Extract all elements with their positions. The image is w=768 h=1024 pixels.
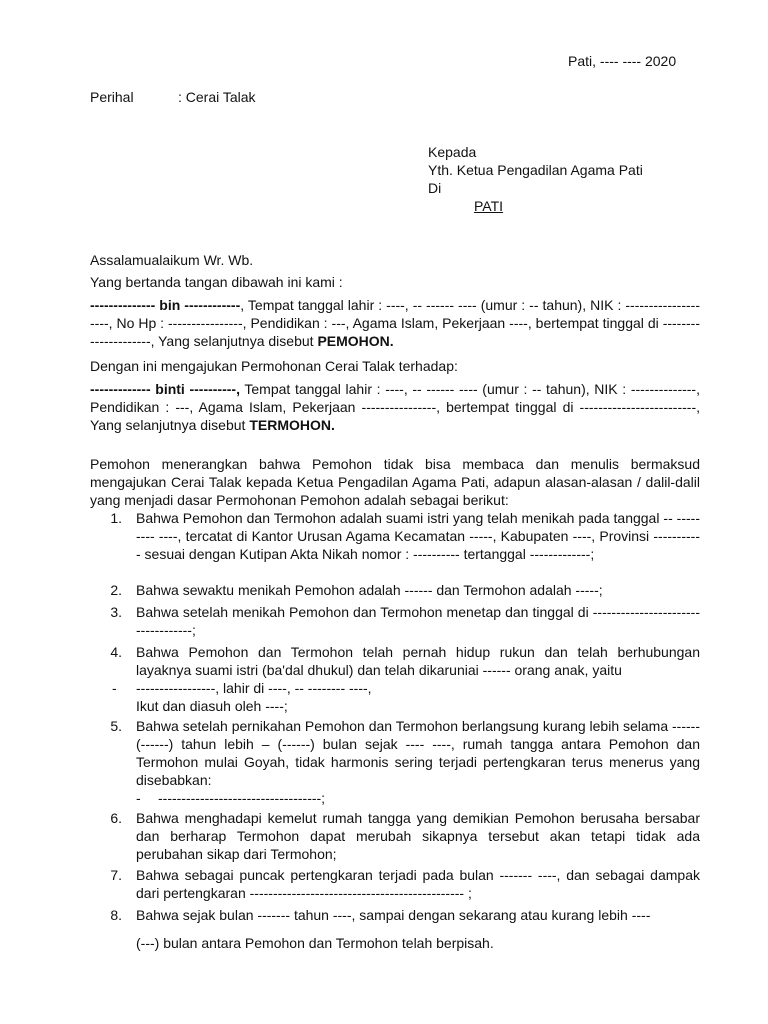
recipient-name: Yth. Ketua Pengadilan Agama Pati	[428, 162, 643, 178]
letter-date: Pati, ---- ---- 2020	[568, 53, 677, 69]
reason-7-number: 7.	[110, 867, 122, 883]
against-line: Dengan ini mengajukan Permohonan Cerai Talak terhadap:	[90, 358, 458, 374]
subject-label: Perihal	[90, 89, 134, 105]
recipient-di: Di	[428, 180, 442, 196]
reason-4-text: Bahwa Pemohon dan Termohon telah pernah hidup rukun dan telah berhubungan layaknya suami istri (ba'dal dhukul) dan telah dikaruniai ------ orang anak, yaitu	[136, 644, 700, 678]
reason-3-text: Bahwa setelah menikah Pemohon dan Termohon menetap dan tinggal di -----------------------------------;	[136, 604, 700, 638]
reason-8-number: 8.	[110, 907, 122, 923]
child-custody-line: Ikut dan diasuh oleh ----;	[136, 698, 288, 714]
termohon-role: TERMOHON.	[249, 417, 335, 433]
pemohon-paragraph	[90, 296, 700, 350]
recipient-city: PATI	[474, 198, 504, 214]
reason-8-text: Bahwa sejak bulan ------- tahun ----, sampai dengan sekarang atau kurang lebih ----	[136, 907, 651, 923]
recipient-kepada: Kepada	[428, 144, 477, 160]
pemohon-name: -------------- bin ------------	[90, 297, 241, 313]
termohon-paragraph	[90, 380, 700, 434]
intro-line: Yang bertanda tangan dibawah ini kami :	[90, 274, 343, 290]
reason-1-number: 1.	[110, 510, 122, 526]
greeting: Assalamualaikum Wr. Wb.	[90, 252, 254, 268]
reason-4-number: 4.	[110, 644, 122, 660]
reason-5-text: Bahwa setelah pernikahan Pemohon dan Termohon berlangsung kurang lebih selama ------ (------) tahun lebih – (------) bulan sejak ---- ----, rumah tangga antara Pemohon dan Termohon mulai Goyah, tidak harmonis sering terjadi pertengkaran terus menerus yang disebabkan:	[136, 718, 700, 788]
reason-6-text: Bahwa menghadapi kemelut rumah tangga yang demikian Pemohon berusaha bersabar dan berharap Termohon dapat merubah sikapnya tersebut akan tetapi tidak ada perubahan sikap dari Termohon;	[136, 810, 700, 862]
termohon-details: Tempat tanggal lahir : ----, -- ------ ---- (umur : -- tahun), NIK : --------------, Pendidikan : ---, Agama Islam, Pekerjaan ----------------, bertempat tinggal di -------------------------, Yang selanjutnya disebut	[90, 381, 700, 433]
reason-7-text: Bahwa sebagai puncak pertengkaran terjadi pada bulan ------- ----, dan sebagai dampak dari pertengkaran ---------------------------------------------- ;	[136, 867, 700, 901]
reason-8-text-continued: (---) bulan antara Pemohon dan Termohon telah berpisah.	[136, 935, 494, 951]
child-birth-line: -----------------, lahir di ----, -- -------- ----,	[136, 680, 372, 696]
termohon-name: ------------- binti ----------,	[90, 381, 240, 397]
reason-2-number: 2.	[110, 582, 122, 598]
reason-2-text: Bahwa sewaktu menikah Pemohon adalah ------ dan Termohon adalah -----;	[136, 582, 603, 598]
subject-value: : Cerai Talak	[178, 89, 256, 105]
reason-1-text: Bahwa Pemohon dan Termohon adalah suami istri yang telah menikah pada tanggal -- --------- ----, tercatat di Kantor Urusan Agama Kecamatan -----, Kabupaten ----, Provinsi ----------- sesuai dengan Kutipan Akta Nikah nomor : ---------- tertanggal -------------;	[136, 510, 700, 562]
cause-line: -----------------------------------;	[158, 790, 326, 806]
reasons-intro: Pemohon menerangkan bahwa Pemohon tidak bisa membaca dan menulis bermaksud mengajukan Cerai Talak kepada Ketua Pengadilan Agama Pati, adapun alasan-alasan / dalil-dalil yang menjadi dasar Permohonan Pemohon adalah sebagai berikut:	[90, 456, 700, 508]
reason-5-number: 5.	[110, 718, 122, 734]
child-bullet: -	[112, 680, 117, 696]
reason-3-number: 3.	[110, 604, 122, 620]
reason-6-number: 6.	[110, 810, 122, 826]
pemohon-role: PEMOHON.	[317, 333, 394, 349]
pemohon-details: , Tempat tanggal lahir : ----, -- ------ ---- (umur : -- tahun), NIK : --------------------, No Hp : ----------------, Pendidikan : ---, Agama Islam, Pekerjaan ----, bertempat tinggal di ---------------------, Yang selanjutnya disebut	[90, 297, 700, 349]
cause-bullet: -	[136, 790, 141, 806]
